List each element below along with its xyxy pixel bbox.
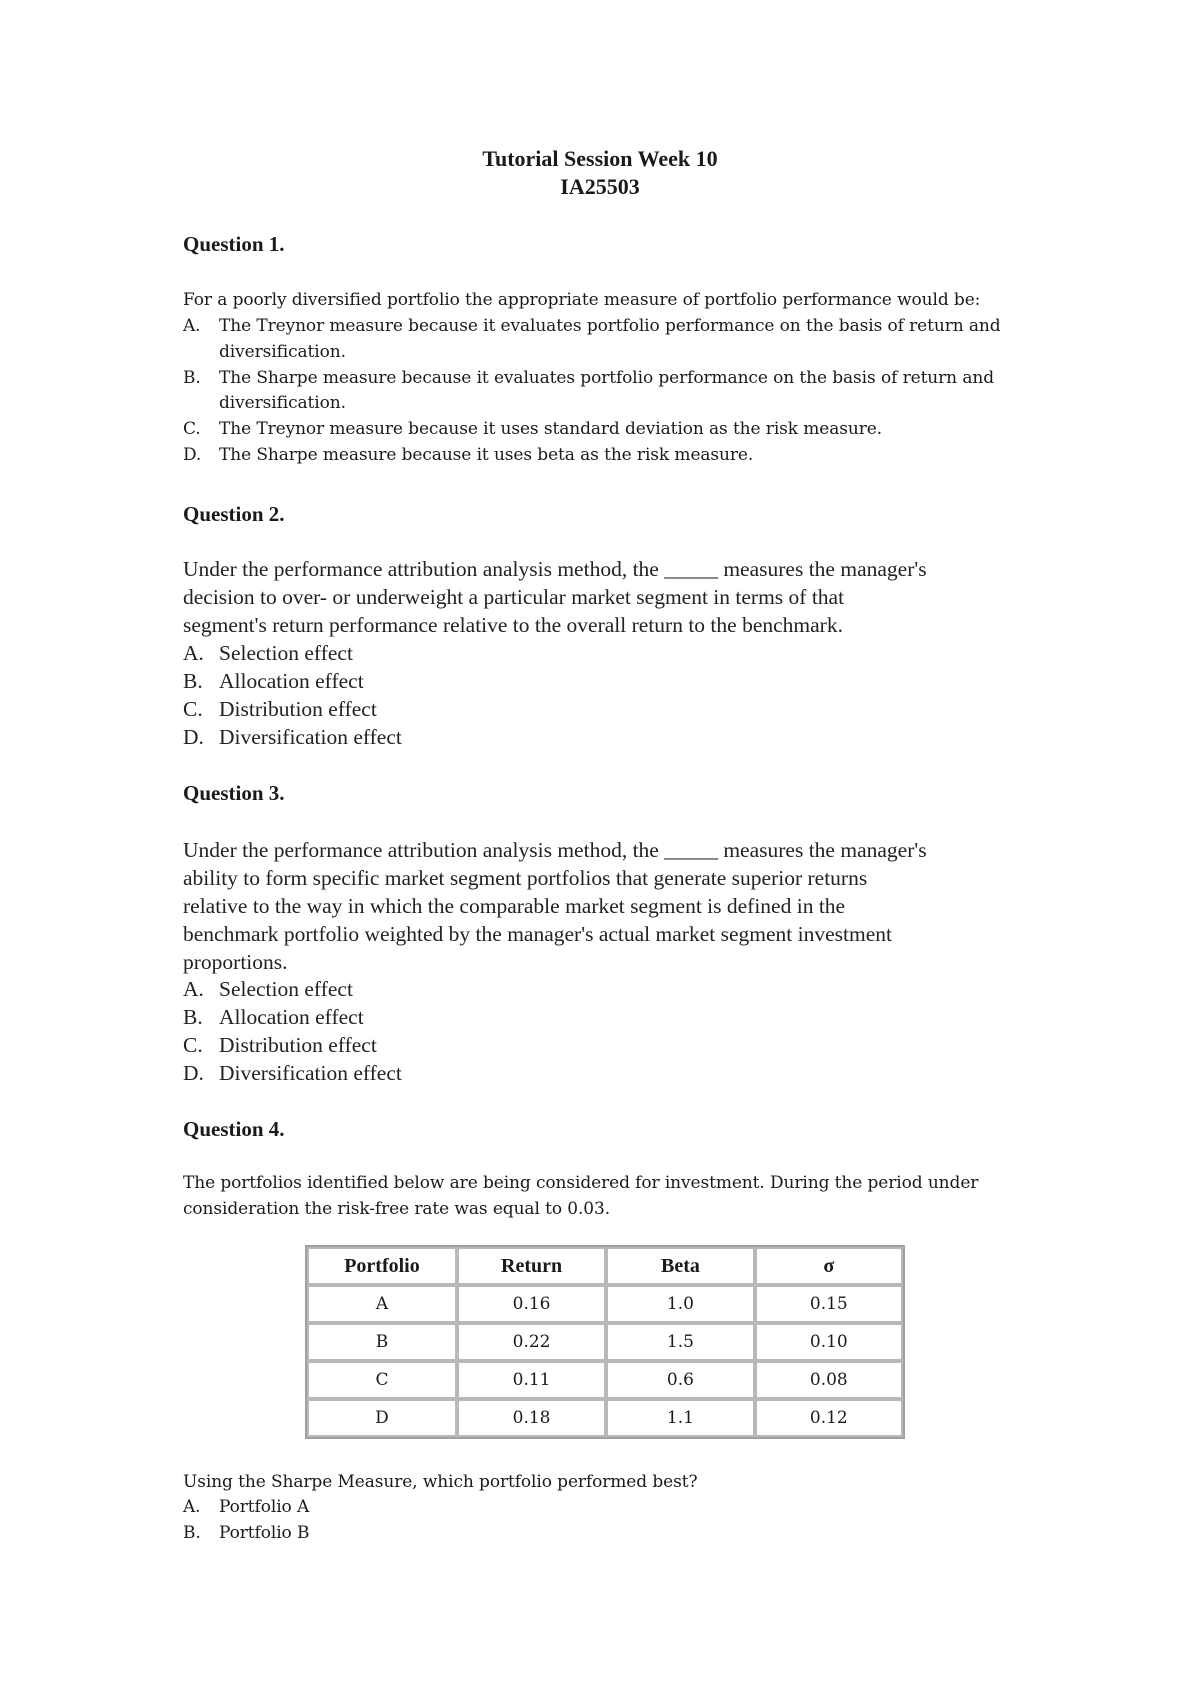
table-cell: 0.11 [457,1361,606,1399]
question-3-option-b [183,1005,364,1030]
table-cell: 0.15 [755,1285,903,1323]
question-3-option-c [183,1033,377,1058]
table-cell: 0.16 [457,1285,606,1323]
table-cell: 1.0 [606,1285,754,1323]
table-row [307,1361,903,1399]
table-row [307,1323,903,1361]
table-cell: 1.5 [606,1323,754,1361]
question-4-option-b [183,1523,309,1543]
table-cell: 0.10 [755,1323,903,1361]
option-letter: D. [183,725,204,749]
table-cell: 0.22 [457,1323,606,1361]
question-1-option-c [183,419,882,439]
course-code: IA25503 [560,174,640,199]
question-3-stem-line: Under the performance attribution analysis method, the _____ measures the manager's [183,838,927,862]
option-letter: C. [183,697,203,721]
option-text: The Treynor measure because it uses standard deviation as the risk measure. [219,419,883,439]
option-text: The Sharpe measure because it uses beta as the risk measure. [219,445,754,465]
table-header-cell: Beta [606,1247,754,1285]
option-text: Diversification effect [219,1061,402,1085]
option-letter: D. [183,445,202,465]
option-text: Portfolio A [219,1497,310,1517]
table-header-cell: σ [755,1247,903,1285]
question-2-stem-line: decision to over- or underweight a particular market segment in terms of that [183,585,845,609]
option-letter: B. [183,1005,203,1029]
table-row [307,1285,903,1323]
question-4-stem-line: consideration the risk-free rate was equal to 0.03. [183,1199,611,1219]
question-1-stem: For a poorly diversified portfolio the appropriate measure of portfolio performance would be: [183,290,981,310]
option-text: Diversification effect [219,725,402,749]
table-cell: C [307,1361,457,1399]
question-4-heading: Question 4. [183,1117,285,1141]
option-text: Selection effect [219,977,353,1001]
question-1-option-b [183,368,994,388]
question-1-heading: Question 1. [183,232,285,256]
table-header-cell: Portfolio [307,1247,457,1285]
table-row [307,1399,903,1437]
option-letter: B. [183,368,201,388]
question-3-stem-line: ability to form specific market segment portfolios that generate superior returns [183,866,868,890]
option-text: Allocation effect [219,669,364,693]
question-2-option-a [183,641,353,666]
question-1-option-d [183,445,753,465]
table-cell: B [307,1323,457,1361]
option-letter: A. [183,316,201,336]
question-3-option-a [183,977,353,1002]
option-letter: A. [183,977,204,1001]
option-text: Selection effect [219,641,353,665]
table-header-cell: Return [457,1247,606,1285]
option-text: Distribution effect [219,1033,377,1057]
option-letter: A. [183,641,204,665]
question-1-option-a [183,316,1001,336]
table-cell: 0.18 [457,1399,606,1437]
question-2-stem-line: Under the performance attribution analysis method, the _____ measures the manager's [183,557,927,581]
portfolio-table [305,1245,905,1439]
document-title: Tutorial Session Week 10 [482,146,718,171]
option-text: The Sharpe measure because it evaluates portfolio performance on the basis of return and [219,368,994,388]
option-letter: C. [183,1033,203,1057]
option-text: Portfolio B [219,1523,310,1543]
option-letter: C. [183,419,201,439]
question-2-heading: Question 2. [183,502,285,526]
question-3-stem-line: benchmark portfolio weighted by the manager's actual market segment investment [183,922,892,946]
question-2-stem-line: segment's return performance relative to the overall return to the benchmark. [183,613,843,637]
question-2-option-b [183,669,364,694]
option-text: Allocation effect [219,1005,364,1029]
question-2-option-c [183,697,377,722]
table-header-row [307,1247,903,1285]
table-cell: A [307,1285,457,1323]
question-3-option-d [183,1061,402,1086]
table-cell: 0.08 [755,1361,903,1399]
question-4-prompt: Using the Sharpe Measure, which portfolio performed best? [183,1472,698,1492]
table-cell: 0.6 [606,1361,754,1399]
table-cell: D [307,1399,457,1437]
option-letter: A. [183,1497,201,1517]
question-4-option-a [183,1497,309,1517]
option-letter: B. [183,1523,201,1543]
question-1-option-b-cont: diversification. [219,393,346,413]
question-4-stem-line: The portfolios identified below are being considered for investment. During the period under [183,1173,979,1193]
question-1-option-a-cont: diversification. [219,342,346,362]
table-cell: 1.1 [606,1399,754,1437]
question-3-heading: Question 3. [183,781,285,805]
question-2-option-d [183,725,402,750]
option-text: The Treynor measure because it evaluates portfolio performance on the basis of return and [219,316,1001,336]
option-letter: D. [183,1061,204,1085]
question-3-stem-line: proportions. [183,950,288,974]
question-3-stem-line: relative to the way in which the comparable market segment is defined in the [183,894,846,918]
option-letter: B. [183,669,203,693]
table-cell: 0.12 [755,1399,903,1437]
option-text: Distribution effect [219,697,377,721]
